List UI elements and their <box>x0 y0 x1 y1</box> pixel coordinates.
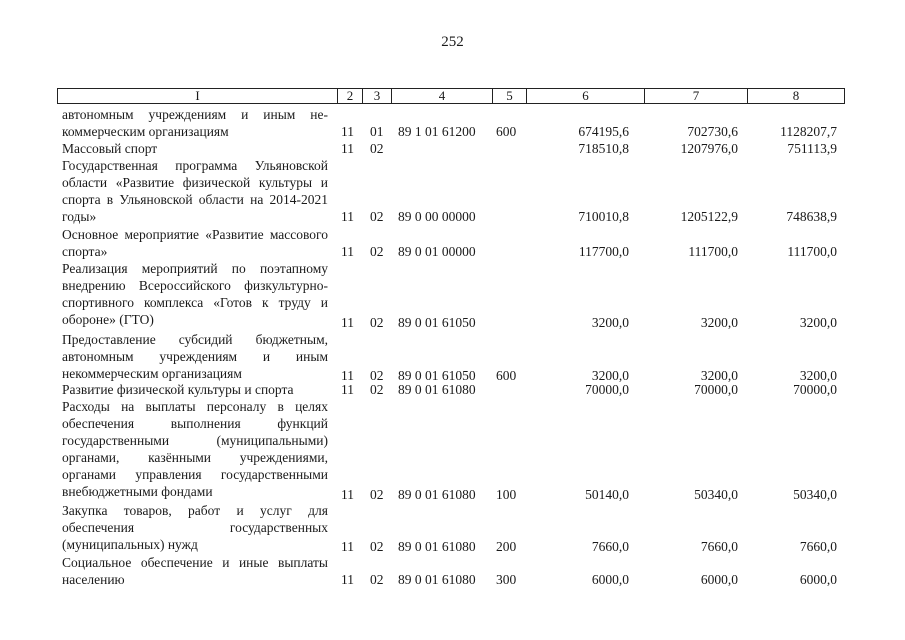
col-2: 11 <box>341 572 354 587</box>
table-header <box>57 88 845 104</box>
col-7: 1205122,9 <box>680 209 738 224</box>
col-7: 1207976,0 <box>680 141 738 156</box>
col-6: 674195,6 <box>578 124 629 139</box>
header-col-3: 3 <box>363 89 392 103</box>
col-3: 02 <box>370 487 384 502</box>
col-3: 02 <box>370 209 384 224</box>
col-8: 7660,0 <box>799 539 837 554</box>
col-8: 70000,0 <box>793 382 837 397</box>
col-2: 11 <box>341 539 354 554</box>
col-3: 02 <box>370 368 384 383</box>
col-6: 3200,0 <box>591 315 629 330</box>
header-col-5: 5 <box>493 89 527 103</box>
col-7: 70000,0 <box>694 382 738 397</box>
col-4: 89 0 01 61080 <box>398 382 476 397</box>
col-3: 02 <box>370 572 384 587</box>
col-4: 89 0 01 61050 <box>398 368 476 383</box>
col-4: 89 0 01 61080 <box>398 572 476 587</box>
col-2: 11 <box>341 244 354 259</box>
col-6: 6000,0 <box>591 572 629 587</box>
col-6: 718510,8 <box>578 141 629 156</box>
col-7: 3200,0 <box>700 368 738 383</box>
col-2: 11 <box>341 141 354 156</box>
col-4: 89 0 00 00000 <box>398 209 476 224</box>
col-5: 600 <box>496 124 517 139</box>
header-col-1: I <box>58 89 338 103</box>
col-8: 3200,0 <box>799 368 837 383</box>
col-6: 710010,8 <box>578 209 629 224</box>
row-name: Социальное обеспечение и иные выплаты населению <box>62 555 328 587</box>
col-4: 89 0 01 61050 <box>398 315 476 330</box>
page-number: 252 <box>441 34 464 50</box>
header-col-2: 2 <box>338 89 363 103</box>
col-6: 3200,0 <box>591 368 629 383</box>
col-7: 50340,0 <box>694 487 738 502</box>
col-2: 11 <box>341 124 354 139</box>
col-3: 02 <box>370 141 384 156</box>
col-5: 100 <box>496 487 517 502</box>
col-8: 1128207,7 <box>780 124 837 139</box>
col-7: 702730,6 <box>687 124 738 139</box>
col-3: 02 <box>370 315 384 330</box>
col-2: 11 <box>341 315 354 330</box>
col-7: 6000,0 <box>700 572 738 587</box>
col-2: 11 <box>341 382 354 397</box>
col-3: 01 <box>370 124 384 139</box>
row-name: Основное мероприятие «Развитие массового спорта» <box>62 227 328 259</box>
header-col-8: 8 <box>792 88 800 103</box>
col-2: 11 <box>341 487 354 502</box>
col-8: 6000,0 <box>799 572 837 587</box>
col-8: 50340,0 <box>793 487 837 502</box>
col-7: 7660,0 <box>700 539 738 554</box>
col-2: 11 <box>341 368 354 383</box>
col-8: 751113,9 <box>787 141 837 156</box>
row-name: Предоставление субсидий бюджетным, автономным учреждениям и иным некоммерческим организациям <box>62 332 328 381</box>
col-4: 89 0 01 61080 <box>398 539 476 554</box>
col-6: 117700,0 <box>578 244 629 259</box>
row-name: Реализация мероприятий по поэтапному внедрению Всероссийского физкультурно-спортивного комплекса «Готов к труду и обороне» (ГТО) <box>62 261 328 327</box>
row-name: Государственная программа Ульяновской области «Развитие физической культуры и спорта в Ульяновской области на 2014-2021 годы» <box>62 158 328 224</box>
row-name: Развитие физической культуры и спорта <box>62 382 294 397</box>
col-3: 02 <box>370 382 384 397</box>
row-name: Расходы на выплаты персоналу в целях обеспечения выполнения функций государственными (муниципальными) органами, казёнными учреждениями, органами управления государственными внебюджетными фондами <box>62 399 328 499</box>
col-6: 7660,0 <box>591 539 629 554</box>
col-4: 89 0 01 00000 <box>398 244 476 259</box>
header-col-4: 4 <box>392 89 493 103</box>
col-3: 02 <box>370 539 384 554</box>
col-2: 11 <box>341 209 354 224</box>
col-8: 3200,0 <box>799 315 837 330</box>
row-name: автономным учреждениям и иным не-коммерческим организациям <box>62 107 328 139</box>
header-col-7: 7 <box>645 89 748 103</box>
header-col-6: 6 <box>527 89 645 103</box>
row-name: Закупка товаров, работ и услуг для обеспечения государственных (муниципальных) нужд <box>62 503 328 552</box>
col-4: 89 1 01 61200 <box>398 124 476 139</box>
col-6: 70000,0 <box>585 382 629 397</box>
row-name: Массовый спорт <box>62 141 158 156</box>
col-7: 3200,0 <box>700 315 738 330</box>
col-6: 50140,0 <box>585 487 629 502</box>
col-5: 600 <box>496 368 517 383</box>
col-4: 89 0 01 61080 <box>398 487 476 502</box>
col-3: 02 <box>370 244 384 259</box>
col-7: 111700,0 <box>688 244 738 259</box>
col-8: 748638,9 <box>786 209 837 224</box>
col-5: 300 <box>496 572 517 587</box>
col-5: 200 <box>496 539 517 554</box>
col-8: 111700,0 <box>787 244 837 259</box>
